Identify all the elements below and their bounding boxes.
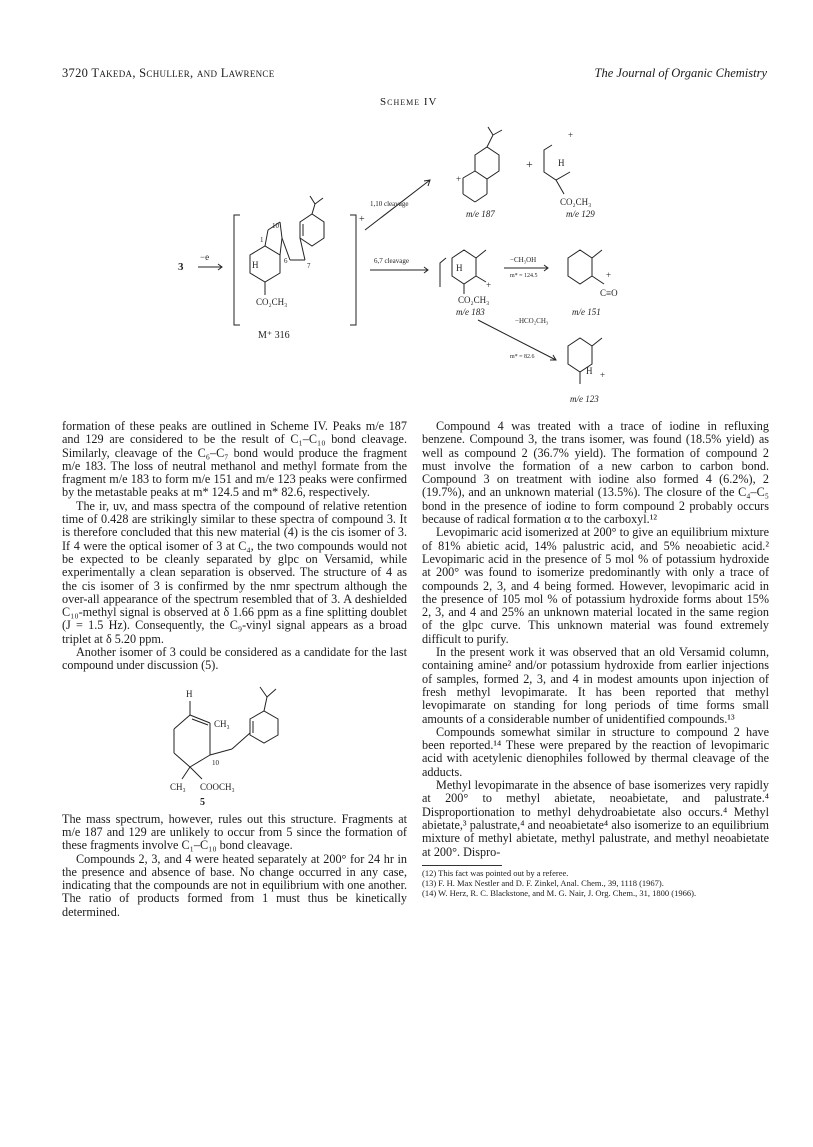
metastable-82-6: m* = 82.6: [510, 354, 535, 360]
fragment-123-plus: +: [600, 370, 606, 380]
page-number-authors: 3720 Takeda, Schuller, and Lawrence: [62, 66, 275, 80]
left-paragraph-4: The mass spectrum, however, rules out this structure. Fragments at m/e 187 and 129 are unlikely to occur from 5 since the formation of these fragments involve C₁–C₁₀ bond cleavage.: [62, 811, 407, 853]
fragment-183-ester: CO₂CH₃: [458, 295, 490, 305]
right-paragraph-5: Methyl levopimarate in the absence of base isomerizes very rapidly at 200° to methyl abietate, neoabietate, and palustrate.⁴ Disproportionation to methyl dehydroabietate also occurs.⁴ Methyl abietate,³ palustrate,⁴ and neoabietate⁴ also isomerize to an equilibrium mixture of methyl abietate, methyl palustrate, and methyl neoabietate at 200°. Dispro-: [422, 778, 769, 859]
structure-5-ch3-bottom: CH₃: [170, 781, 186, 792]
locant-6: 6: [284, 257, 288, 265]
scheme-iv-diagram: [160, 110, 660, 410]
parent-ion-structure: [250, 196, 324, 295]
fragment-123-h: H: [586, 366, 593, 376]
ester-parent: CO₂CH₃: [256, 297, 288, 307]
fragment-183-structure: [440, 250, 486, 294]
footnote-12: (12) This fact was pointed out by a referee.: [422, 867, 569, 878]
fragment-151-label: m/e 151: [572, 307, 601, 317]
fragment-151-plus: +: [606, 270, 612, 280]
label-6-7-cleavage: 6,7 cleavage: [374, 257, 409, 265]
label-1-10-cleavage: 1,10 cleavage: [370, 200, 409, 208]
fragment-151-co: C≡O: [600, 288, 618, 298]
bracket-right: [350, 215, 356, 325]
structure-5-cooch3: COOCH₃: [200, 781, 235, 792]
loss-methanol-label: −CH₃OH: [510, 256, 537, 264]
fragment-183-plus: +: [486, 280, 492, 290]
right-paragraph-4: Compounds somewhat similar in structure to compound 2 have been reported.¹⁴ These were prepared by the reaction of levopimaric acid with acetylenic dienophiles followed by thermal cleavage of the adducts.: [422, 724, 769, 779]
metastable-124-5: m* = 124.5: [510, 273, 538, 279]
fragment-123-label: m/e 123: [570, 394, 599, 404]
loss-formate-label: −HCO₂CH₃: [515, 317, 549, 325]
left-paragraph-1: formation of these peaks are outlined in Scheme IV. Peaks m/e 187 and 129 are considered to be the result of C₁–C₁₀ bond cleavage. Similarly, cleavage of the C₆–C₇ bond would produce the fragment m/e 183. The loss of neutral methanol and methyl formate from the fragment m/e 183 to form m/e 151 and m/e 123 peaks were confirmed by the metastable peaks at m* 124.5 and m* 82.6, respectively.: [62, 419, 407, 500]
fragment-129-plus: +: [568, 130, 574, 140]
scheme-start-compound: 3: [178, 261, 184, 273]
left-paragraph-3: Another isomer of 3 could be considered as a candidate for the last compound under discussion (5).: [62, 645, 407, 673]
locant-7: 7: [307, 262, 311, 270]
structure-5: [62, 679, 407, 809]
left-paragraph-5: Compounds 2, 3, and 4 were heated separately at 200° for 24 hr in the presence and absence of base. No change occurred in any case, indicating that the compounds are not in equilibrium with one another. The ratio of products formed from 1 must thus be kinetically determined.: [62, 851, 407, 919]
left-column: [62, 420, 407, 919]
bracket-left: [234, 215, 240, 325]
fragment-151-structure: [568, 250, 604, 284]
parent-ion-mass: M⁺ 316: [258, 330, 290, 341]
structure-5-label: 5: [200, 796, 205, 808]
fragment-129-label: m/e 129: [566, 209, 595, 219]
scheme-arrow-label: −e: [200, 252, 210, 262]
structure-5-h: H: [186, 688, 193, 699]
structure-5-c10: 10: [212, 758, 219, 767]
journal-name: The Journal of Organic Chemistry: [594, 66, 767, 80]
right-paragraph-1: Compound 4 was treated with a trace of iodine in refluxing benzene. Compound 3, the trans isomer, was found (18.5% yield) as well as compound 2 (36.7% yield). The formation of compound 2 must involve the formation of a new carbon to carbon bond. Compound 3 on treatment with iodine also formed 4 (6.2%), 2 (19.7%), and an unknown material (13.5%). The closure of the C₄–C₅ bond in the presence of iodine to form compound 2 probably occurs because of radical formation α to the carboxyl.¹²: [422, 419, 769, 527]
left-paragraph-2: The ir, uv, and mass spectra of the compound of relative retention time of 0.428 are strikingly similar to these spectra of compound 3. It is therefore concluded that this new material (4) is the cis isomer of 3. If 4 were the optical isomer of 3 at C₄, the two compounds would not be expected to be cleanly separated by glpc on Versamid, while experimentally a clean separation is observed. The structure of 4 as the cis isomer of 3 is confirmed by the nmr spectrum although the over-all appearance of the spectrum resembled that of 3. A deshielded C₁₀-methyl signal is observed at δ 1.66 ppm as a fine splitting doublet (J = 1.5 Hz). Consequently, the C₉-vinyl signal appears as a broad triplet at δ 5.20 ppm.: [62, 498, 407, 646]
right-paragraph-3: In the present work it was observed that an old Versamid column, containing amine² and/or potassium hydroxide from earlier injections of samples, formed 2, 3, and 4 in modest amounts upon injection of fresh methyl levopimarate. It has been reported that methyl levopimarate on standing for long periods of time forms small amounts of a considerable number of unidentified compounds.¹³: [422, 645, 769, 726]
label-h-parent: H: [252, 260, 259, 270]
fragment-187-structure: [463, 127, 502, 202]
right-paragraph-2: Levopimaric acid isomerized at 200° to give an equilibrium mixture of 81% abietic acid, 14% palustric acid, and 5% neoabietic acid.² Levopimaric acid in the presence of 5 mol % of potassium hydroxide at 200° was found to isomerize predominantly with only a trace of compounds 2, 3, and 4 being formed. However, levopimaric acid in the presence of 105 mol % of potassium hydroxide forms about 15% 2, 3, and 4 and 25% an unknown material located in the same region of the glpc curve. This unknown material was found extremely difficult to purify.: [422, 525, 769, 646]
footnote-14: (14) W. Herz, R. C. Blackstone, and M. G. Nair, J. Org. Chem., 31, 1800 (1966).: [422, 887, 697, 898]
fragment-129-ester: CO₂CH₃: [560, 197, 592, 207]
locant-1: 1: [260, 236, 264, 244]
page-header: [62, 66, 767, 86]
footnote-13: (13) F. H. Max Nestler and D. F. Zinkel, Anal. Chem., 39, 1118 (1967).: [422, 877, 664, 888]
fragment-129-h: H: [558, 158, 565, 168]
fragment-183-h: H: [456, 263, 463, 273]
fragment-129-structure: [544, 145, 570, 194]
plus-sign: +: [526, 157, 533, 171]
structure-5-drawing: [174, 687, 278, 779]
fragment-187-plus: +: [456, 174, 462, 184]
fragment-123-structure: [568, 338, 602, 384]
fragment-187-label: m/e 187: [466, 209, 495, 219]
scheme-title: Scheme IV: [380, 96, 438, 108]
footnote-rule: [422, 865, 502, 866]
right-column: [422, 420, 769, 898]
radical-cation-sign: +: [359, 214, 365, 225]
footnotes: [422, 865, 769, 898]
fragment-183-label: m/e 183: [456, 307, 485, 317]
structure-5-ch3-top: CH₃: [214, 718, 230, 729]
locant-10: 10: [272, 222, 279, 230]
